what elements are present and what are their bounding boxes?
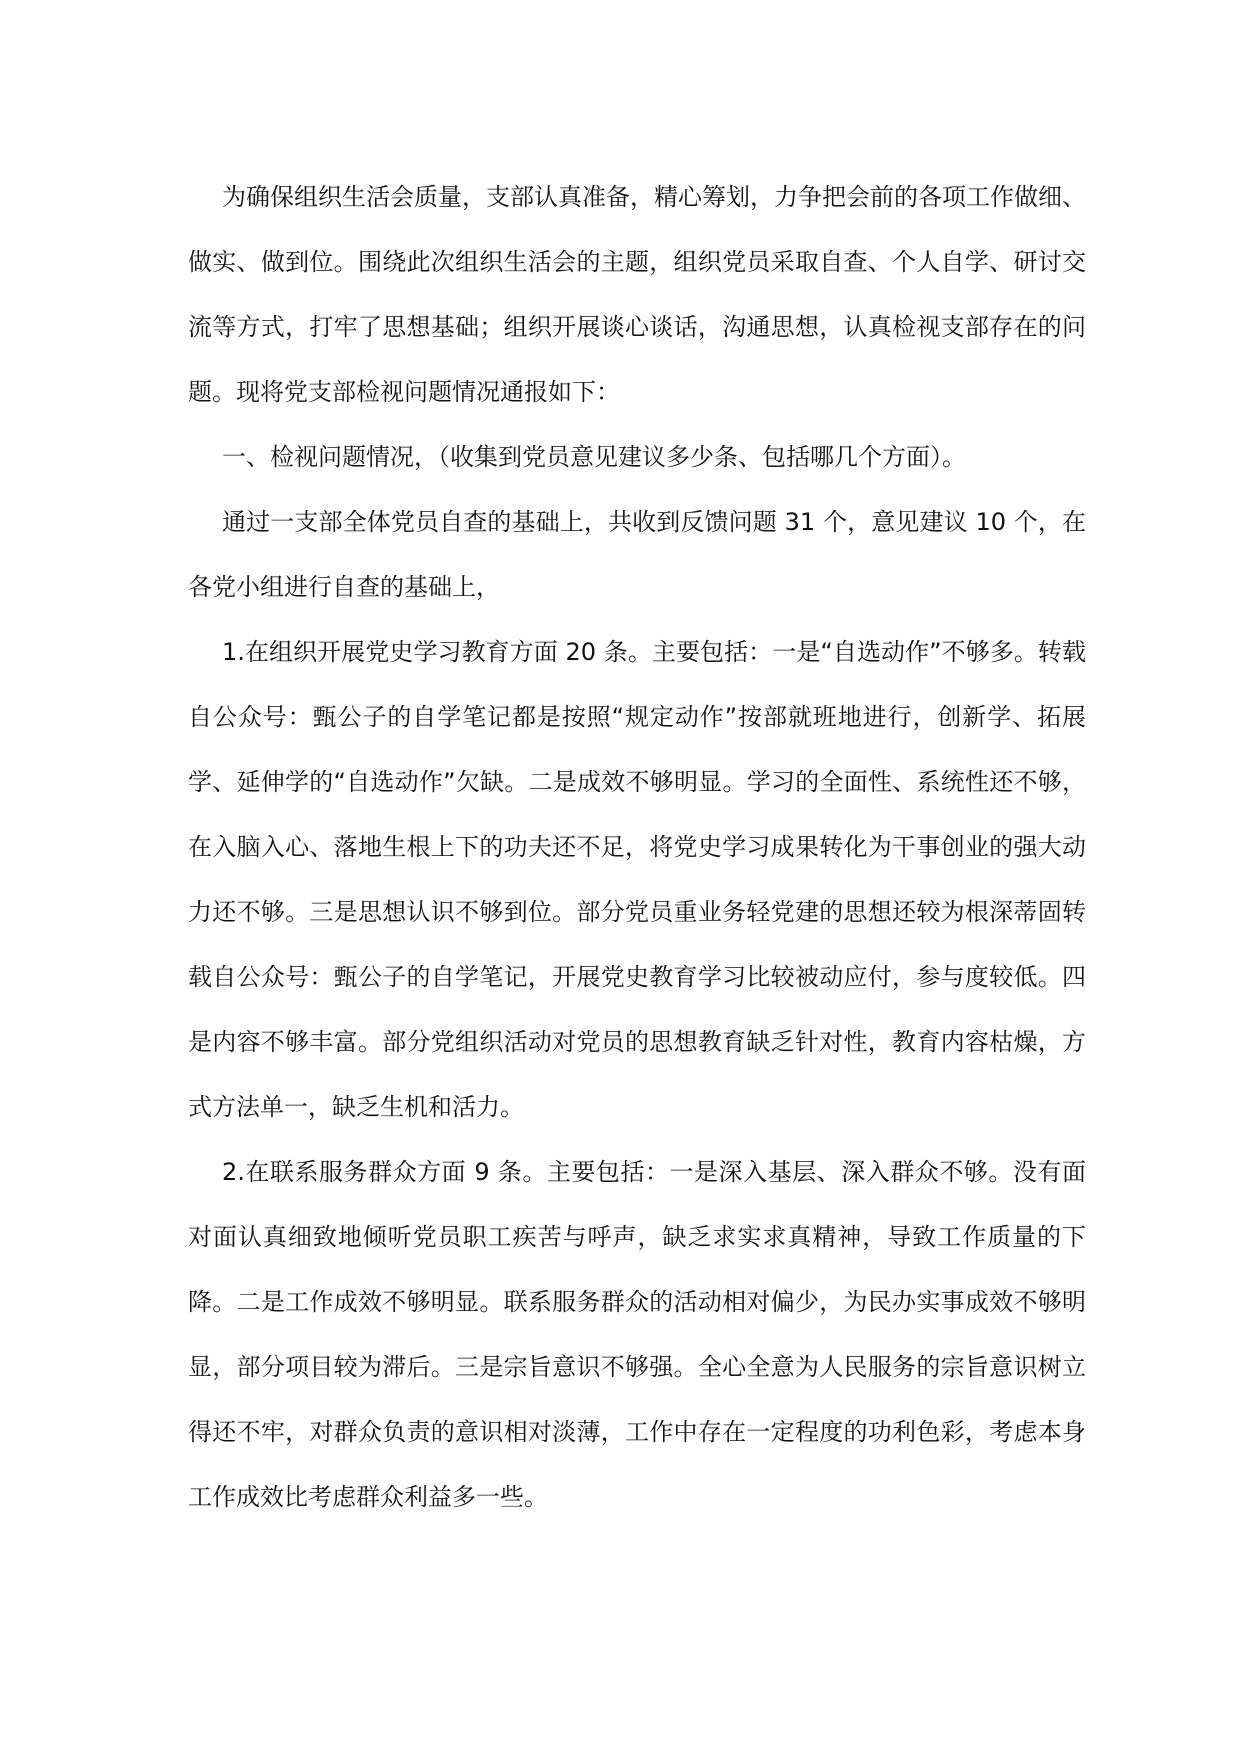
paragraph-summary: 通过一支部全体党员自查的基础上，共收到反馈问题 31 个，意见建议 10 个，在各党小组进行自查的基础上， — [188, 508, 1086, 601]
document-body — [188, 165, 1086, 1530]
paragraph-item-1: 1.在组织开展党史学习教育方面 20 条。主要包括：一是“自选动作”不够多。转载自公众号：甄公子的自学笔记都是按照“规定动作”按部就班地进行，创新学、拓展学、延伸学的“自选动作”欠缺。二是成效不够明显。学习的全面性、系统性还不够，在入脑入心、落地生根上下的功夫还不足，将党史学习成果转化为干事创业的强大动力还不够。三是思想认识不够到位。部分党员重业务轻党建的思想还较为根深蒂固转载自公众号：甄公子的自学笔记，开展党史教育学习比较被动应付，参与度较低。四是内容不够丰富。部分党组织活动对党员的思想教育缺乏针对性，教育内容枯燥，方式方法单一，缺乏生机和活力。 — [188, 638, 1086, 1121]
section-heading-review: 一、检视问题情况，（收集到党员意见建议多少条、包括哪几个方面）。 — [222, 443, 966, 471]
paragraph-intro: 为确保组织生活会质量，支部认真准备，精心筹划，力争把会前的各项工作做细、做实、做到位。围绕此次组织生活会的主题，组织党员采取自查、个人自学、研讨交流等方式，打牢了思想基础；组织开展谈心谈话，沟通思想，认真检视支部存在的问题。现将党支部检视问题情况通报如下： — [188, 183, 1086, 406]
paragraph-item-2: 2.在联系服务群众方面 9 条。主要包括：一是深入基层、深入群众不够。没有面对面认真细致地倾听党员职工疾苦与呼声，缺乏求实求真精神，导致工作质量的下降。二是工作成效不够明显。联系服务群众的活动相对偏少，为民办实事成效不够明显，部分项目较为滞后。三是宗旨意识不够强。全心全意为人民服务的宗旨意识树立得还不牢，对群众负责的意识相对淡薄，工作中存在一定程度的功利色彩，考虑本身工作成效比考虑群众利益多一些。 — [188, 1158, 1086, 1511]
